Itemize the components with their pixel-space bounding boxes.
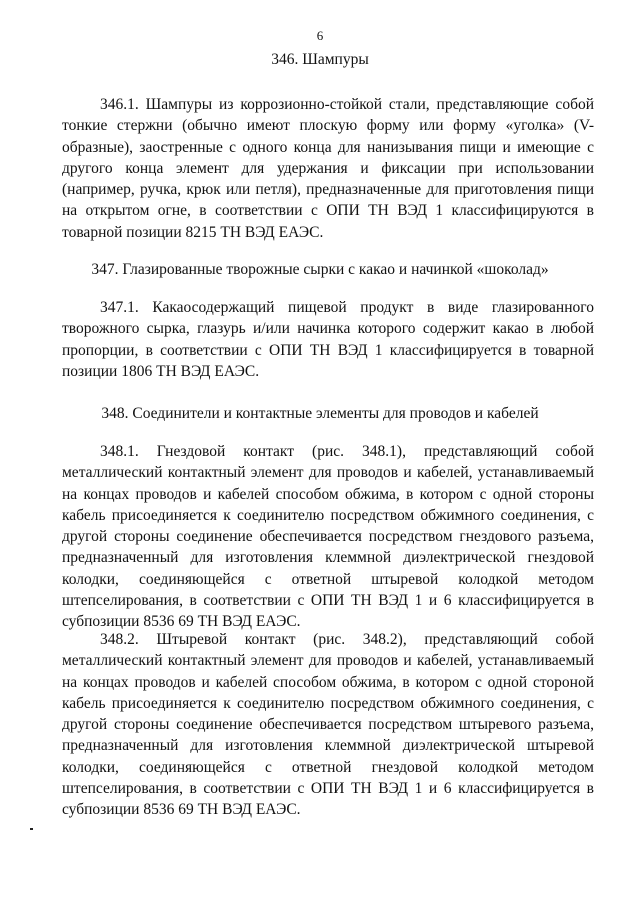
section-heading-348: 348. Соединители и контактные элементы для проводов и кабелей	[101, 405, 539, 422]
page-number: 6	[316, 28, 324, 43]
paragraph-346-1: 346.1. Шампуры из коррозионно-стойкой стали, представляющие собой тонкие стержни (обычно имеют плоскую форму или форму «уголка» (V-образные), заостренные с одного конца для нанизывания пищи и имеющие с другого конца элемент для удержания и фиксации при использовании (например, ручка, крюк или петля), предназначенные для приготовления пищи на открытом огне, в соответствии с ОПИ ТН ВЭД 1 классифицируются в товарной позиции 8215 ТН ВЭД ЕАЭС.	[62, 96, 594, 241]
section-heading-346: 346. Шампуры	[271, 51, 369, 68]
scan-mark	[30, 828, 33, 830]
paragraph-348-1: 348.1. Гнездовой контакт (рис. 348.1), представляющий собой металлический контактный элемент для проводов и кабелей, устанавливаемый на концах проводов и кабелей способом обжима, в котором с одной стороны кабель присоединяется к соединителю посредством обжимного соединения, с другой стороны соединение обеспечивается посредством гнездового разъема, предназначенный для изготовления клеммной диэлектрической гнездовой колодки, соединяющейся с ответной штыревой колодкой методом штепселирования, в соответствии с ОПИ ТН ВЭД 1 и 6 классифицируется в субпозиции 8536 69 ТН ВЭД ЕАЭС.	[62, 443, 594, 631]
section-heading-347: 347. Глазированные творожные сырки с какао и начинкой «шоколад»	[91, 261, 549, 278]
paragraph-348-2: 348.2. Штыревой контакт (рис. 348.2), представляющий собой металлический контактный элемент для проводов и кабелей, устанавливаемый на концах проводов и кабелей способом обжима, в котором с одной стороной кабель присоединяется к соединителю посредством обжимного соединения, с другой стороны соединение обеспечивается посредством штыревого разъема, предназначенный для изготовления клеммной диэлектрической штыревой колодки, соединяющейся с ответной гнездовой колодкой методом штепселирования, в соответствии с ОПИ ТН ВЭД 1 и 6 классифицируется в субпозиции 8536 69 ТН ВЭД ЕАЭС.	[62, 631, 594, 819]
paragraph-347-1: 347.1. Какаосодержащий пищевой продукт в виде глазированного творожного сырка, глазурь и/или начинка которого содержит какао в любой пропорции, в соответствии с ОПИ ТН ВЭД 1 классифицируется в товарной позиции 1806 ТН ВЭД ЕАЭС.	[62, 299, 594, 380]
